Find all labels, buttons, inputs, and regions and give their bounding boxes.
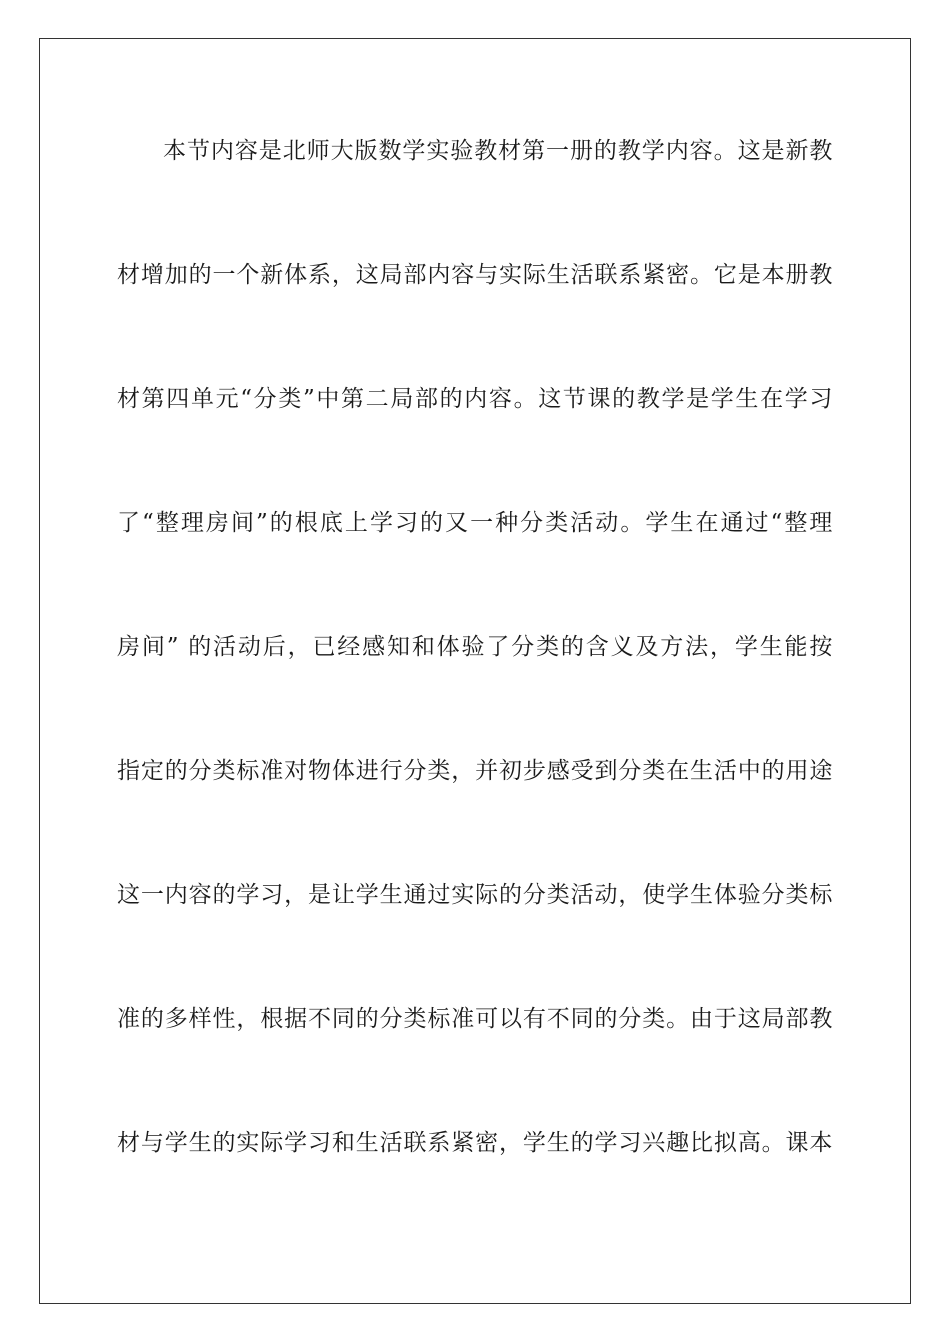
text-line-2: 材增加的一个新体系，这局部内容与实际生活联系紧密。它是本册教 <box>117 262 833 288</box>
text-line-1: 本节内容是北师大版数学实验教材第一册的教学内容。这是新教 <box>163 138 833 164</box>
page-border <box>39 38 911 1304</box>
text-line-7: 这一内容的学习，是让学生通过实际的分类活动，使学生体验分类标 <box>117 882 833 908</box>
text-line-4: 了“整理房间”的根底上学习的又一种分类活动。学生在通过“整理 <box>117 510 833 536</box>
text-line-6: 指定的分类标准对物体进行分类，并初步感受到分类在生活中的用途 <box>117 758 833 784</box>
text-line-9: 材与学生的实际学习和生活联系紧密，学生的学习兴趣比拟高。课本 <box>117 1130 833 1156</box>
text-line-5: 房间” 的活动后，已经感知和体验了分类的含义及方法，学生能按 <box>117 634 833 660</box>
text-line-3: 材第四单元“分类”中第二局部的内容。这节课的教学是学生在学习 <box>117 386 833 412</box>
text-line-8: 准的多样性，根据不同的分类标准可以有不同的分类。由于这局部教 <box>117 1006 833 1032</box>
